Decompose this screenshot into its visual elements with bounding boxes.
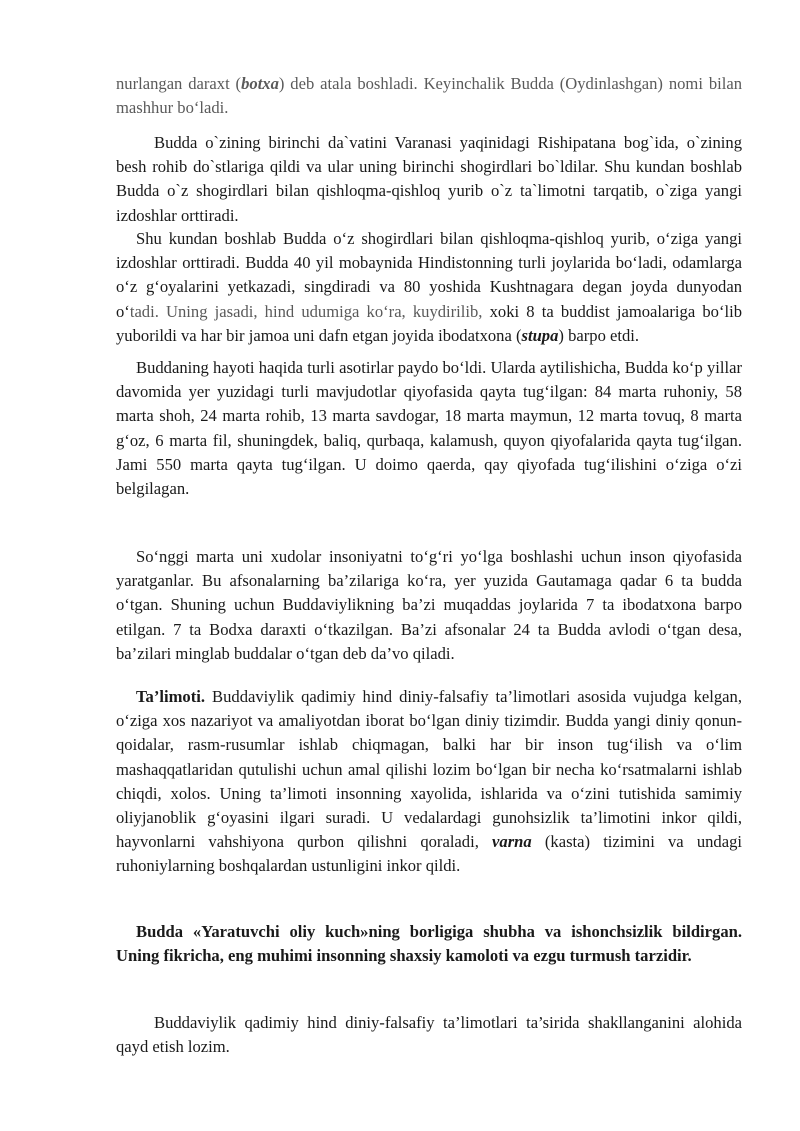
text-run: (kasta) tizimini va undagi ruhoniylarning boshqalardan ustunligini inkor qildi. [116, 832, 743, 876]
text-run: nurlangan daraxt ( [116, 74, 242, 93]
text-run: Buddaviylik qadimiy hind diniy-falsafiy ta’limotlari asosida vujudga kelgan, o‘ziga xos nazariyot va amaliyotdan iborat bo‘lgan diniy tizimdir. Budda yangi diniy qonun-qoidalar, rasm-rusumlar ishlab chiqmagan, balki har bir inson tug‘ilish va o‘lim mashaqqatlaridan qutulishi uchun amal qilishi lozim bo‘lgan bir necha ko‘rsatmalarni ishlab chiqdi, xolos. Uning ta’limoti insonning xayolida, ishlarida va o‘zini tutishida samimiy oliyjanoblik g‘oyasini ilgari suradi. U vedalardagi gunohsizlik ta’limotini inkor qildi, hayvonlarni vahshiyona qurbon qilishni qoraladi, [116, 687, 742, 852]
text-run-gray: tadi. Uning jasadi, hind udumiga ko‘ra, kuydirilib, [129, 301, 483, 321]
term-varna: varna [492, 832, 532, 852]
paragraph-legends: Buddaning hayoti haqida turli asotirlar paydo bo‘ldi. Ularda aytilishicha, Budda ko‘p yillar davomida yer yuzidagi turli mavjudotlar qiyofasida qayta tug‘ilgan: 84 marta ruhoniy, 58 marta shoh, 24 marta rohib, 13 marta savdogar, 18 marta maymun, 12 marta tovuq, 8 marta g‘oz, 6 marta fil, shuningdek, baliq, qurbaqa, kalamush, quyon qiyofalarida qayta tug‘ilgan. Jami 550 marta qayta tug‘ilgan. U doimo qaerda, qay qiyofada tug‘ilishini o‘ziga o‘zi belgilagan. [116, 358, 742, 499]
text-run: ) deb atala boshladi. Keyinchalik Budda (Oydinlashgan) nomi bilan mashhur bo‘ladi. [116, 74, 742, 118]
paragraph-bold-statement: Budda «Yaratuvchi oliy kuch»ning borligiga shubha va ishonchsizlik bildirgan. Uning fikricha, eng muhimi insonning shaxsiy kamoloti va ezgu turmush tarzidir. [116, 922, 742, 966]
paragraph-first-sermon: Budda o`zining birinchi da`vatini Varanasi yaqinidagi Rishipatana bog`ida, o`zining besh rohib do`stlariga qildi va ular uning birinchi shogirdlari bo`ldilar. Shu kundan boshlab Budda o`z shogirdlari bilan qishloqma-qishloq yurib o`z ta`limotni tarqatib, o`ziga yangi izdoshlar orttiradi. [116, 133, 742, 225]
paragraph-teaching [116, 685, 742, 879]
paragraph-last-rebirth: So‘nggi marta uni xudolar insoniyatni to‘g‘ri yo‘lga boshlashi uchun inson qiyofasida yaratganlar. Bu afsonalarning ba’zilariga ko‘ra, yer yuzida Gautamaga qadar 6 ta budda o‘tgan. Shuning uchun Buddaviylikning ba’zi muqaddas joylarida 7 ta ibodatxona barpo etilgan. 7 ta Bodxa daraxti o‘tkazilgan. Ba’zi afsonalar 24 ta Budda avlodi o‘tgan desa, ba’zilari minglab buddalar o‘tgan deb da’vo qiladi. [116, 547, 742, 663]
text-run: xoki 8 ta buddist jamoalariga bo‘lib yuborildi va har bir jamoa uni dafn etgan joyida ibodatxona ( [116, 301, 742, 345]
text-run: Shu kundan boshlab Budda o‘z shogirdlari bilan qishloqma-qishloq yurib, o‘ziga yangi izdoshlar orttiradi. Budda 40 yil mobaynida Hindistonning turli joylarida bo‘ladi, odamlarga o‘z g‘oyalarini yetkazadi, singdiradi va 80 yoshida Kushtnagara degan joyda dunyodan o‘ [116, 229, 742, 321]
term-botxa: botxa [241, 74, 279, 93]
paragraph-wanderings [116, 227, 742, 348]
section-heading: Ta’limoti. [136, 687, 205, 706]
text-run: ) barpo etdi. [558, 325, 640, 345]
paragraph-continuation [116, 72, 742, 120]
term-stupa: stupa [521, 325, 559, 345]
paragraph-conclusion: Buddaviylik qadimiy hind diniy-falsafiy ta’limotlari ta’sirida shakllanganini alohida qayd etish lozim. [116, 1013, 742, 1057]
